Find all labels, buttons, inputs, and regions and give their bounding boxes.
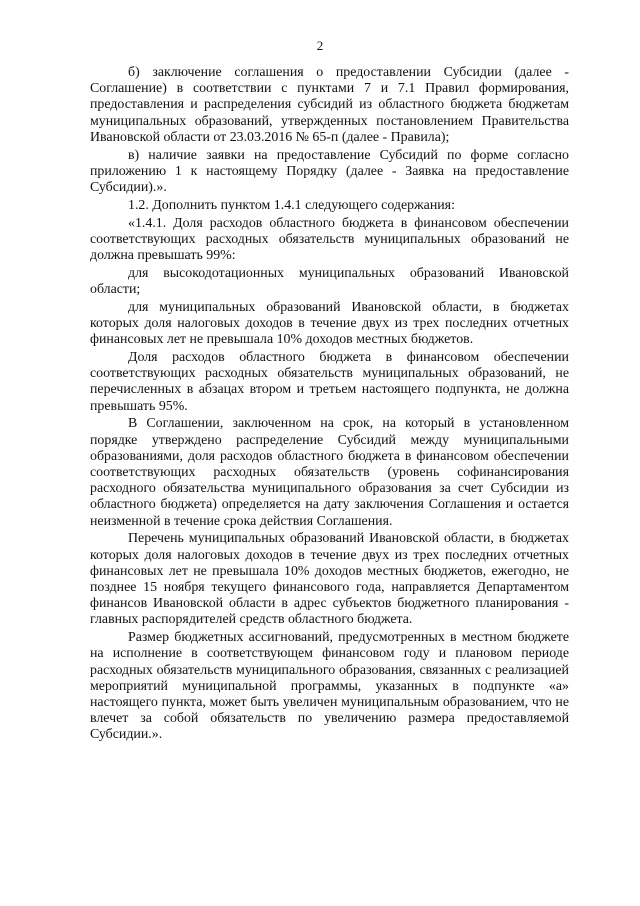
document-body: [90, 65, 569, 745]
paragraph-1-2-amendment: 1.2. Дополнить пунктом 1.4.1 следующего содержания:: [128, 197, 455, 213]
paragraph-high-subsidized: для высокодотационных муниципальных образований Ивановской области;: [90, 265, 569, 298]
paragraph-budget-allocations: Размер бюджетных ассигнований, предусмотренных в местном бюджете на исполнение в соответствующем финансовом году и плановом периоде расходных обязательств муниципального образования, связанных с реализацией мероприятий муниципальной программы, указанных в подпункте «а» настоящего пункта, может быть увеличен муниципальным образованием, что не влечет за собой обязательств по увеличению размера предоставляемой Субсидии.».: [90, 630, 569, 743]
paragraph-1-4-1-share: «1.4.1. Доля расходов областного бюджета в финансовом обеспечении соответствующих расходных обязательств муниципальных образований не должна превышать 99%:: [90, 215, 569, 264]
paragraph-agreement-term: В Соглашении, заключенном на срок, на который в установленном порядке утверждено распределение Субсидий между муниципальными образованиями, доля расходов областного бюджета в финансовом обеспечении соответствующих расходных обязательств (уровень софинансирования расходного обязательства муниципального образования за счет Субсидии из областного бюджета) определяется на дату заключения Соглашения и остается неизменной в течение срока действия Соглашения.: [90, 416, 569, 529]
paragraph-b-agreement: б) заключение соглашения о предоставлении Субсидии (далее - Соглашение) в соответствии с пунктами 7 и 7.1 Правил формирования, предоставления и распределения субсидий из областного бюджета бюджетам муниципальных образований, утвержденных постановлением Правительства Ивановской области от 23.03.2016 № 65-п (далее - Правила);: [90, 65, 569, 145]
paragraph-v-application: в) наличие заявки на предоставление Субсидий по форме согласно приложению 1 к настоящему Порядку (далее - Заявка на предоставление Субсидии).».: [90, 147, 569, 196]
page-number: 2: [316, 38, 324, 53]
paragraph-low-tax-revenue: для муниципальных образований Ивановской области, в бюджетах которых доля налоговых доходов в течение двух из трех последних отчетных финансовых лет не превышала 10% доходов местных бюджетов.: [90, 299, 569, 348]
paragraph-95-percent: Доля расходов областного бюджета в финансовом обеспечении соответствующих расходных обязательств муниципальных образований, не перечисленных в абзацах втором и третьем настоящего подпункта, не должна превышать 95%.: [90, 350, 569, 414]
paragraph-municipal-list: Перечень муниципальных образований Ивановской области, в бюджетах которых доля налоговых доходов в течение двух из трех последних отчетных финансовых лет не превышала 10% доходов местных бюджетов, ежегодно, не позднее 15 ноября текущего финансового года, направляется Департаментом финансов Ивановской области в адрес субъектов бюджетного планирования - главных распорядителей средств областного бюджета.: [90, 531, 569, 628]
